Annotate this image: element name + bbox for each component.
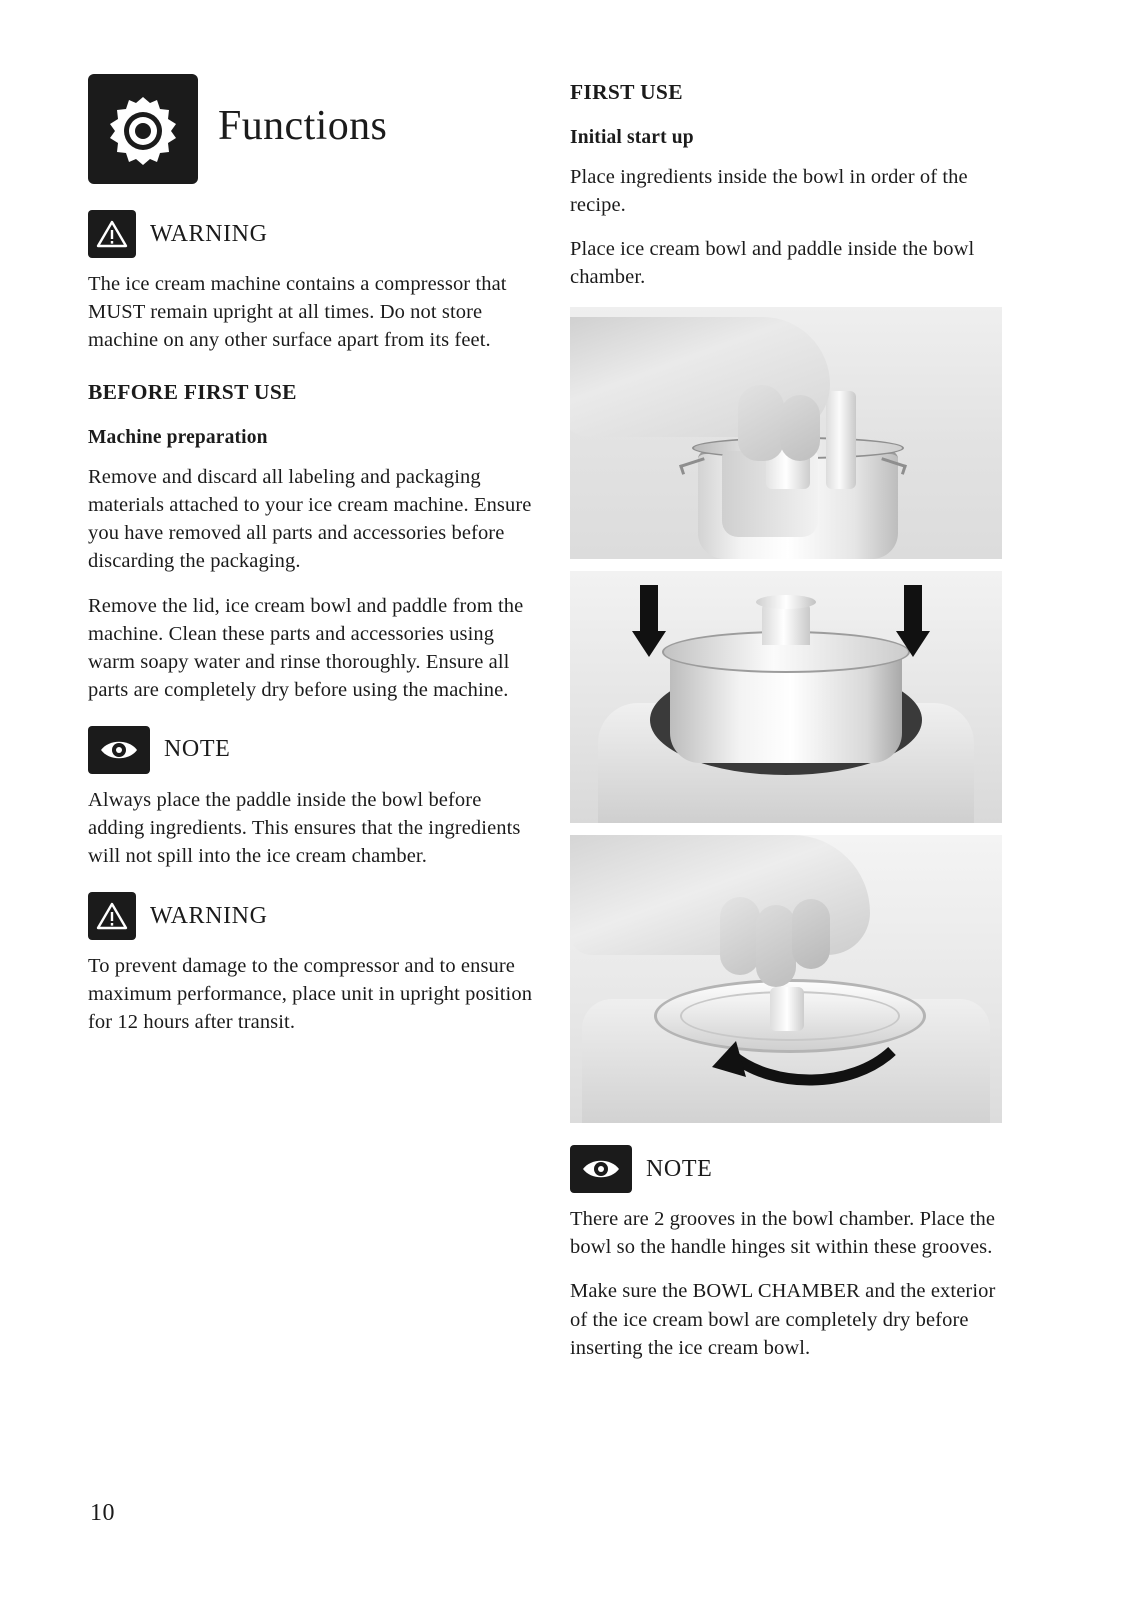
note-label-1: NOTE bbox=[164, 736, 231, 763]
heading-before-first-use: BEFORE FIRST USE bbox=[88, 380, 297, 405]
note-text-2a: There are 2 grooves in the bowl chamber. Place the bowl so the handle hinges sit within these grooves. bbox=[570, 1208, 996, 1259]
section-header bbox=[88, 74, 536, 184]
gear-icon bbox=[88, 74, 198, 184]
warning-text-1: The ice cream machine contains a compressor that MUST remain upright at all times. Do not store machine on any other surface apart from its feet. bbox=[88, 273, 507, 352]
eye-icon bbox=[570, 1145, 632, 1193]
note-text-2b: Make sure the BOWL CHAMBER and the exterior of the ice cream bowl are completely dry before inserting the ice cream bowl. bbox=[570, 1280, 996, 1359]
figure-hand-rotating-lid bbox=[570, 835, 1002, 1123]
warning-label-2: WARNING bbox=[150, 902, 268, 929]
paragraph-first-use-2: Place ice cream bowl and paddle inside the bowl chamber. bbox=[570, 238, 975, 289]
subheading-initial-start-up: Initial start up bbox=[570, 127, 694, 148]
note-callout-2 bbox=[570, 1145, 1002, 1193]
warning-label-1: WARNING bbox=[150, 220, 268, 247]
paragraph-machine-prep-1: Remove and discard all labeling and packaging materials attached to your ice cream machine. Ensure you have removed all parts and accessories before discarding the packaging. bbox=[88, 466, 532, 573]
right-column bbox=[570, 80, 1002, 1362]
note-text-1: Always place the paddle inside the bowl before adding ingredients. This ensures that the ingredients will not spill into the ice cream chamber. bbox=[88, 788, 521, 868]
arrow-rotate-icon bbox=[702, 1037, 902, 1097]
paragraph-first-use-1: Place ingredients inside the bowl in order of the recipe. bbox=[570, 166, 968, 217]
warning-text-2: To prevent damage to the compressor and to ensure maximum performance, place unit in upright position for 12 hours after transit. bbox=[88, 955, 533, 1034]
warning-callout-2 bbox=[88, 892, 536, 940]
note-callout-1 bbox=[88, 726, 536, 774]
figure-hand-placing-paddle-in-bowl bbox=[570, 307, 1002, 559]
page-title: Functions bbox=[218, 103, 388, 149]
arrow-down-icon bbox=[632, 585, 666, 657]
eye-icon bbox=[88, 726, 150, 774]
page-number: 10 bbox=[90, 1500, 115, 1526]
figure-bowl-pressed-into-chamber bbox=[570, 571, 1002, 823]
arrow-down-icon bbox=[896, 585, 930, 657]
warning-triangle-icon bbox=[88, 892, 136, 940]
left-column bbox=[88, 74, 536, 1036]
paragraph-machine-prep-2: Remove the lid, ice cream bowl and paddle from the machine. Clean these parts and accessories using warm soapy water and rinse thoroughly. Ensure all parts are completely dry before using the machine. bbox=[88, 594, 524, 701]
note-label-2: NOTE bbox=[646, 1155, 713, 1182]
heading-first-use: FIRST USE bbox=[570, 80, 683, 104]
warning-triangle-icon bbox=[88, 210, 136, 258]
subheading-machine-preparation: Machine preparation bbox=[88, 427, 268, 449]
warning-callout-1 bbox=[88, 210, 536, 258]
